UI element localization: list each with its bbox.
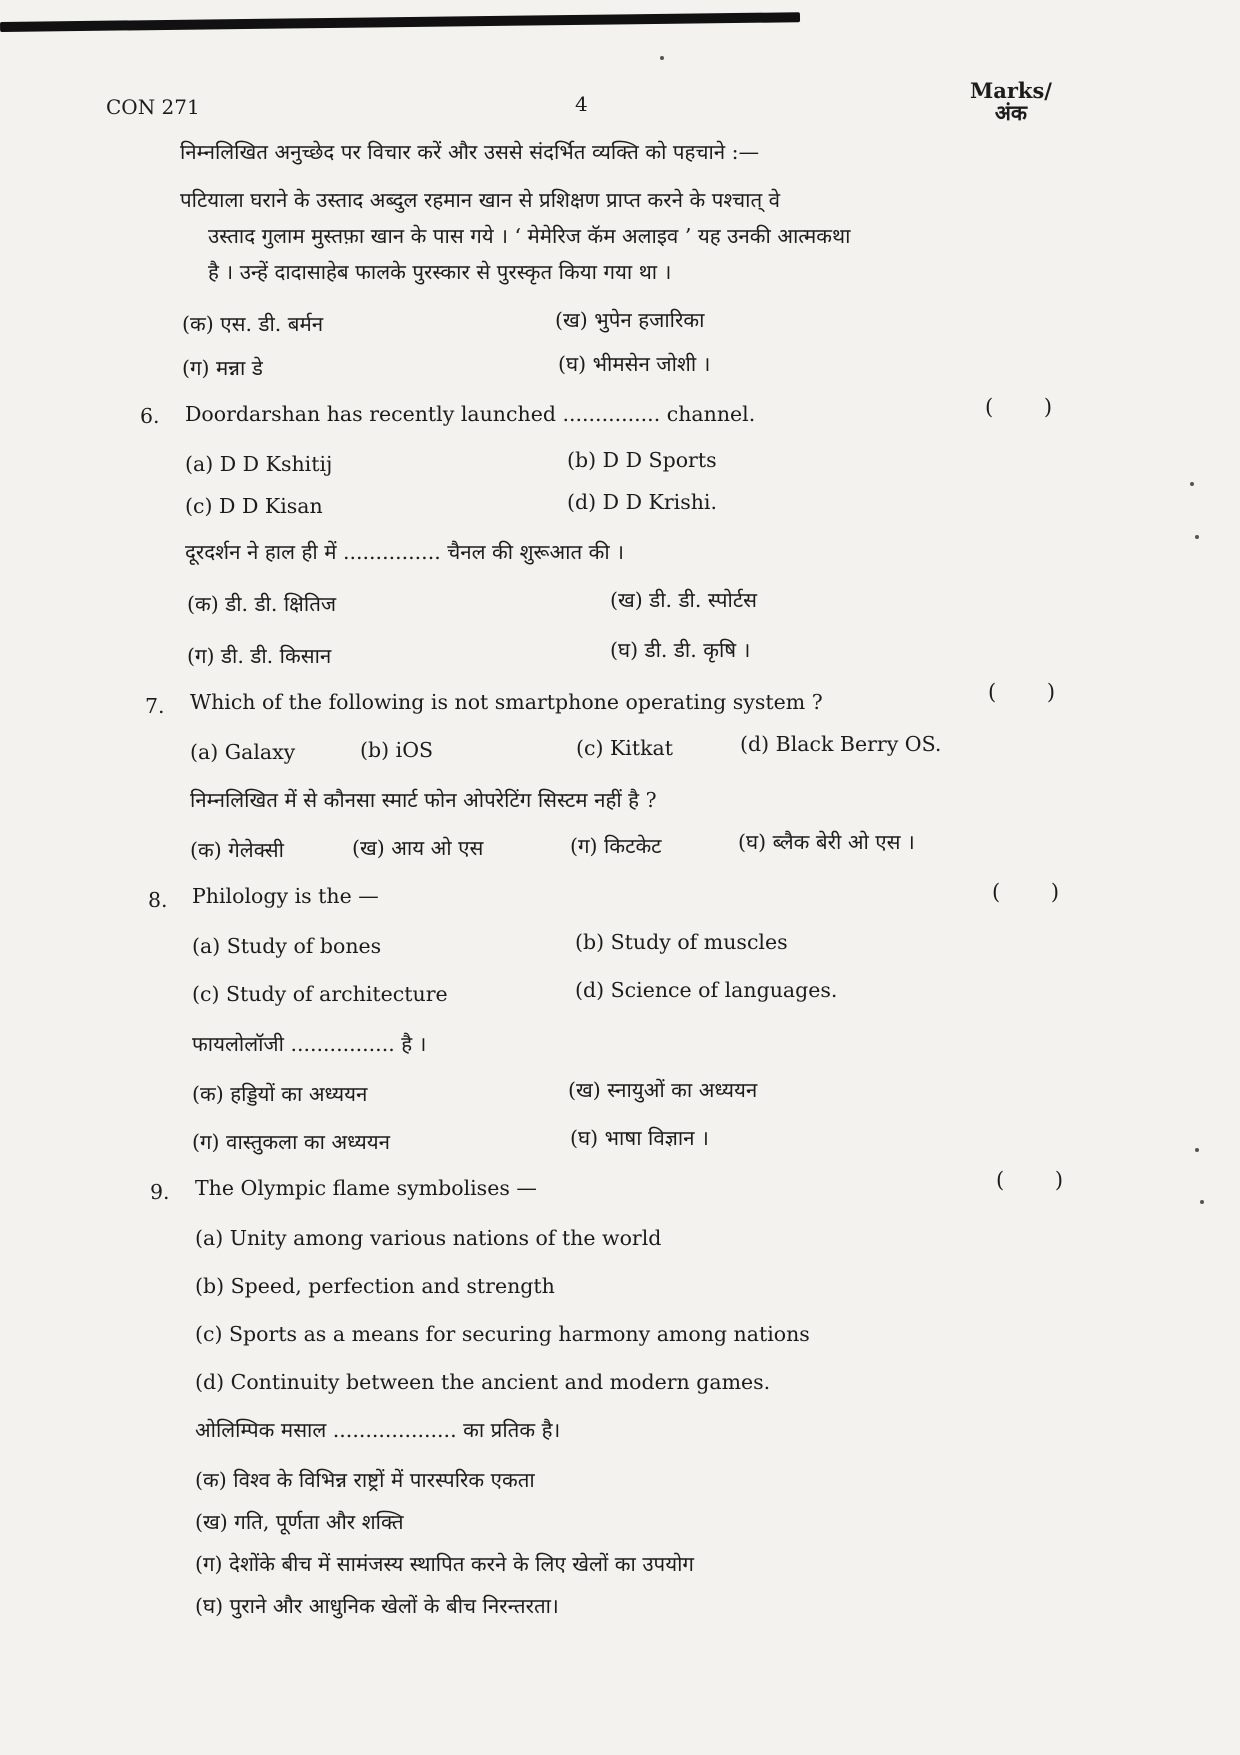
option: (b) iOS [360, 738, 434, 762]
question-text-hindi: दूरदर्शन ने हाल ही में ............... चैनल की शुरूआत की । [185, 540, 624, 564]
answer-bracket: ( ) [992, 880, 1082, 904]
intro-passage-line: पटियाला घराने के उस्ताद अब्दुल रहमान खान से प्रशिक्षण प्राप्त करने के पश्चात् वे [180, 188, 781, 212]
option: (b) D D Sports [567, 448, 717, 472]
option-hindi: (ख) स्नायुओं का अध्ययन [568, 1078, 758, 1102]
question-text: Which of the following is not smartphone operating system ? [190, 690, 823, 714]
option-hindi: (ग) डी. डी. किसान [187, 644, 332, 668]
question-text: Philology is the — [192, 884, 379, 908]
option: (c) D D Kisan [185, 494, 323, 518]
option: (a) Galaxy [190, 740, 296, 764]
answer-bracket: ( ) [996, 1168, 1086, 1192]
option: (c) Kitkat [576, 736, 673, 760]
scan-speck [1195, 1148, 1199, 1152]
scan-speck [660, 56, 664, 60]
option: (d) D D Krishi. [567, 490, 718, 514]
option: (b) Study of muscles [575, 930, 788, 954]
question-number: 7. [145, 694, 165, 718]
page-number: 4 [575, 92, 588, 116]
option-hindi: (घ) पुराने और आधुनिक खेलों के बीच निरन्तरता। [195, 1594, 559, 1618]
question-text-hindi: फायलोलॉजी ................ है । [192, 1032, 427, 1056]
option-hindi: (घ) डी. डी. कृषि । [610, 638, 751, 662]
option: (d) Continuity between the ancient and modern games. [195, 1370, 771, 1394]
option-hindi: (ग) देशोंके बीच में सामंजस्य स्थापित करने के लिए खेलों का उपयोग [195, 1552, 694, 1576]
option-hindi: (ग) किटकेट [570, 834, 662, 858]
marks-label: Marks/ [970, 78, 1052, 103]
question-number: 8. [148, 888, 168, 912]
intro-option: (क) एस. डी. बर्मन [182, 312, 324, 336]
marks-column-heading [970, 80, 1052, 124]
question-text-hindi: निम्नलिखित में से कौनसा स्मार्ट फोन ओपरेटिंग सिस्टम नहीं है ? [190, 788, 657, 812]
option-hindi: (क) गेलेक्सी [190, 838, 284, 862]
option: (a) D D Kshitij [185, 452, 333, 476]
paper-code: CON 271 [106, 95, 200, 119]
question-text: The Olympic flame symbolises — [195, 1176, 537, 1200]
option-hindi: (क) डी. डी. क्षितिज [187, 592, 337, 616]
option-hindi: (ख) डी. डी. स्पोर्टस [610, 588, 758, 612]
option-hindi: (ख) गति, पूर्णता और शक्ति [195, 1510, 404, 1534]
scan-speck [1190, 482, 1194, 486]
intro-option: (ग) मन्ना डे [182, 356, 263, 380]
option: (c) Sports as a means for securing harmony among nations [195, 1322, 810, 1346]
option: (a) Study of bones [192, 934, 382, 958]
option: (b) Speed, perfection and strength [195, 1274, 555, 1298]
question-number: 6. [140, 404, 160, 428]
question-text: Doordarshan has recently launched ............... channel. [185, 402, 756, 426]
scan-speck [1200, 1200, 1204, 1204]
option: (a) Unity among various nations of the world [195, 1226, 662, 1250]
intro-passage-line: है । उन्हें दादासाहेब फालके पुरस्कार से पुरस्कृत किया गया था । [208, 260, 672, 284]
option-hindi: (ख) आय ओ एस [352, 836, 484, 860]
scan-speck [1195, 535, 1199, 539]
question-text-hindi: ओलिम्पिक मसाल ................... का प्रतिक है। [195, 1418, 561, 1442]
question-number: 9. [150, 1180, 170, 1204]
intro-option: (घ) भीमसेन जोशी । [558, 352, 711, 376]
intro-prompt: निम्नलिखित अनुच्छेद पर विचार करें और उससे संदर्भित व्यक्ति को पहचाने :— [180, 140, 760, 164]
option-hindi: (ग) वास्तुकला का अध्ययन [192, 1130, 390, 1154]
answer-bracket: ( ) [988, 680, 1078, 704]
intro-option: (ख) भुपेन हजारिका [555, 308, 705, 332]
answer-bracket: ( ) [985, 395, 1075, 419]
option-hindi: (घ) भाषा विज्ञान । [570, 1126, 709, 1150]
option-hindi: (घ) ब्लैक बेरी ओ एस । [738, 830, 915, 854]
option: (d) Black Berry OS. [740, 732, 942, 756]
marks-label-hindi: अंक [994, 100, 1028, 125]
option: (d) Science of languages. [575, 978, 838, 1002]
scan-top-rule [0, 12, 800, 32]
option: (c) Study of architecture [192, 982, 448, 1006]
option-hindi: (क) विश्व के विभिन्न राष्ट्रों में पारस्परिक एकता [195, 1468, 535, 1492]
option-hindi: (क) हड्डियों का अध्ययन [192, 1082, 368, 1106]
intro-passage-line: उस्ताद गुलाम मुस्तफ़ा खान के पास गये । ‘ मेमेरिज कॅम अलाइव ’ यह उनकी आत्मकथा [208, 224, 851, 248]
